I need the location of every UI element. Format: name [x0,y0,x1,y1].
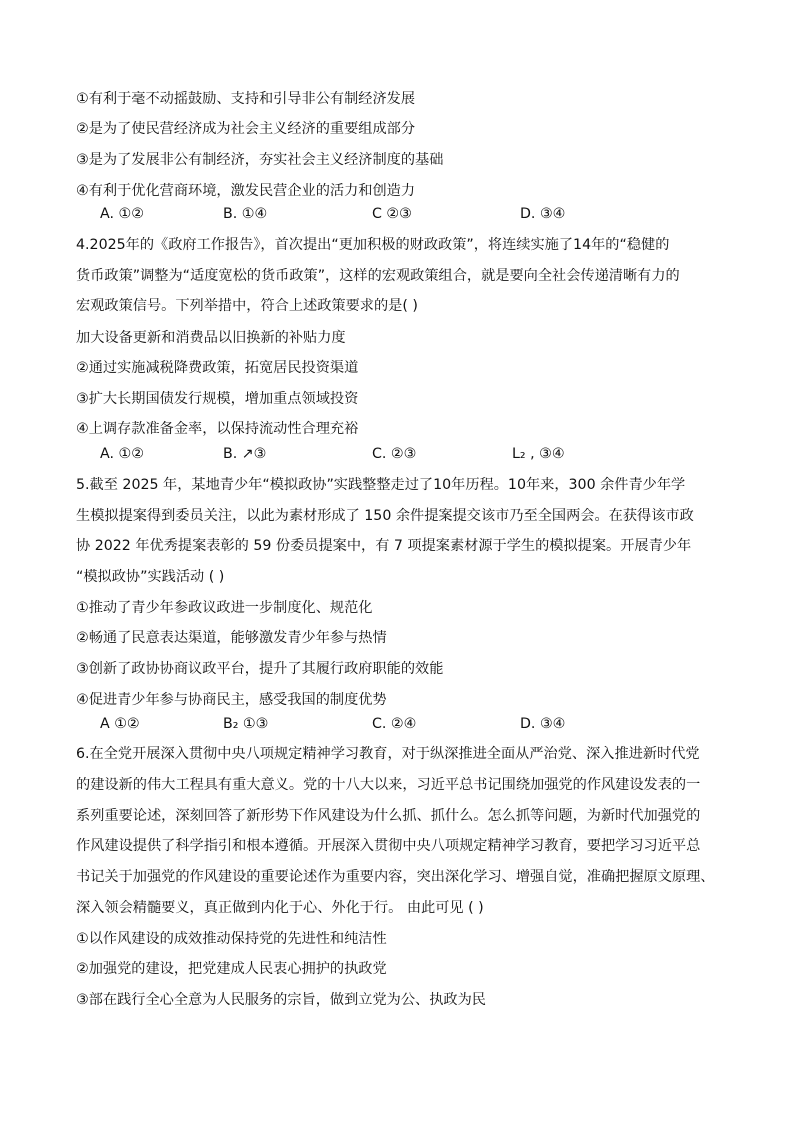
q4-stem-line-2: 货币政策”调整为“适度宽松的货币政策”，这样的宏观政策组合，就是要向全社会传递清晰有力的 [76,268,680,284]
q5-stem-line-1: 5.截至 2025 年，某地青少年“模拟政协”实践整整走过了10年历程。10年来，300 余件青少年学 [76,477,686,493]
q6-stem-line-2: 的建设新的伟大工程具有重大意义。党的十八大以来，习近平总书记围绕加强党的作风建设发表的一 [76,777,701,793]
q6-statement-3: ③部在践行全心全意为人民服务的宗旨，做到立党为公、执政为民 [76,992,486,1008]
q4-option-b: B. ↗③ [223,446,267,462]
q4-stem-line-1: 4.2025年的《政府工作报告》，首次提出“更加积极的财政政策”，将连续实施了14年的“稳健的 [76,237,670,253]
q3-statement-1: ①有利于毫不动摇鼓励、支持和引导非公有制经济发展 [76,91,416,107]
q5-stem-line-4: “模拟政协”实践活动 ( ) [76,569,225,585]
q5-option-a: A ①② [100,716,140,732]
q6-stem-line-5: 书记关于加强党的作风建设的重要论述作为重要内容，突出深化学习、增强自觉，准确把握原文原理、 [76,869,715,885]
q4-statement-2: ②通过实施减税降费政策，拓宽居民投资渠道 [76,360,359,376]
q6-statement-1: ①以作风建设的成效推动保持党的先进性和纯洁性 [76,931,387,947]
q6-stem-line-1: 6.在全党开展深入贯彻中央八项规定精神学习教育，对于纵深推进全面从严治党、深入推进新时代党 [76,746,700,762]
q4-statement-4: ④上调存款准备金率，以保持流动性合理充裕 [76,421,359,437]
q5-stem-line-2: 生模拟提案得到委员关注，以此为素材形成了 150 余件提案提交该市乃至全国两会。在获得该市政 [76,508,694,524]
q6-stem-line-4: 作风建设提供了科学指引和根本遵循。开展深入贯彻中央八项规定精神学习教育，要把学习习近平总 [76,838,701,854]
q5-statement-4: ④促进青少年参与协商民主，感受我国的制度优势 [76,692,387,708]
q4-statement-3: ③扩大长期国债发行规模，增加重点领域投资 [76,391,359,407]
q4-option-c: C. ②③ [372,446,417,462]
q4-option-d: L₂ , ③④ [512,446,565,462]
q3-statement-3: ③是为了发展非公有制经济，夯实社会主义经济制度的基础 [76,152,444,168]
q5-option-b: B₂ ①③ [223,716,269,732]
q6-stem-line-6: 深入领会精髓要义，真正做到内化于心、外化于行。 由此可见 ( ) [76,900,484,916]
q6-statement-2: ②加强党的建设，把党建成人民衷心拥护的执政党 [76,961,387,977]
q3-option-c: C ②③ [372,206,412,222]
q3-statement-4: ④有利于优化营商环境，激发民营企业的活力和创造力 [76,183,416,199]
q5-option-c: C. ②④ [372,716,417,732]
q4-option-a: A. ①② [100,446,144,462]
q3-statement-2: ②是为了使民营经济成为社会主义经济的重要组成部分 [76,121,416,137]
q3-option-a: A. ①② [100,206,144,222]
q5-stem-line-3: 协 2022 年优秀提案表彰的 59 份委员提案中，有 7 项提案素材源于学生的模拟提案。开展青少年 [76,538,692,554]
q4-stem-line-3: 宏观政策信号。下列举措中，符合上述政策要求的是( ) [76,298,418,314]
q5-statement-3: ③创新了政协协商议政平台，提升了其履行政府职能的效能 [76,661,444,677]
q4-statement-1: 加大设备更新和消费品以旧换新的补贴力度 [76,330,346,346]
q5-statement-2: ②畅通了民意表达渠道，能够激发青少年参与热情 [76,630,387,646]
q3-option-d: D. ③④ [520,206,566,222]
q5-statement-1: ①推动了青少年参政议政进一步制度化、规范化 [76,600,373,616]
q3-option-b: B. ①④ [223,206,268,222]
q5-option-d: D. ③④ [520,716,566,732]
q6-stem-line-3: 系列重要论述，深刻回答了新形势下作风建设为什么抓、抓什么。怎么抓等问题，为新时代加强党的 [76,808,701,824]
